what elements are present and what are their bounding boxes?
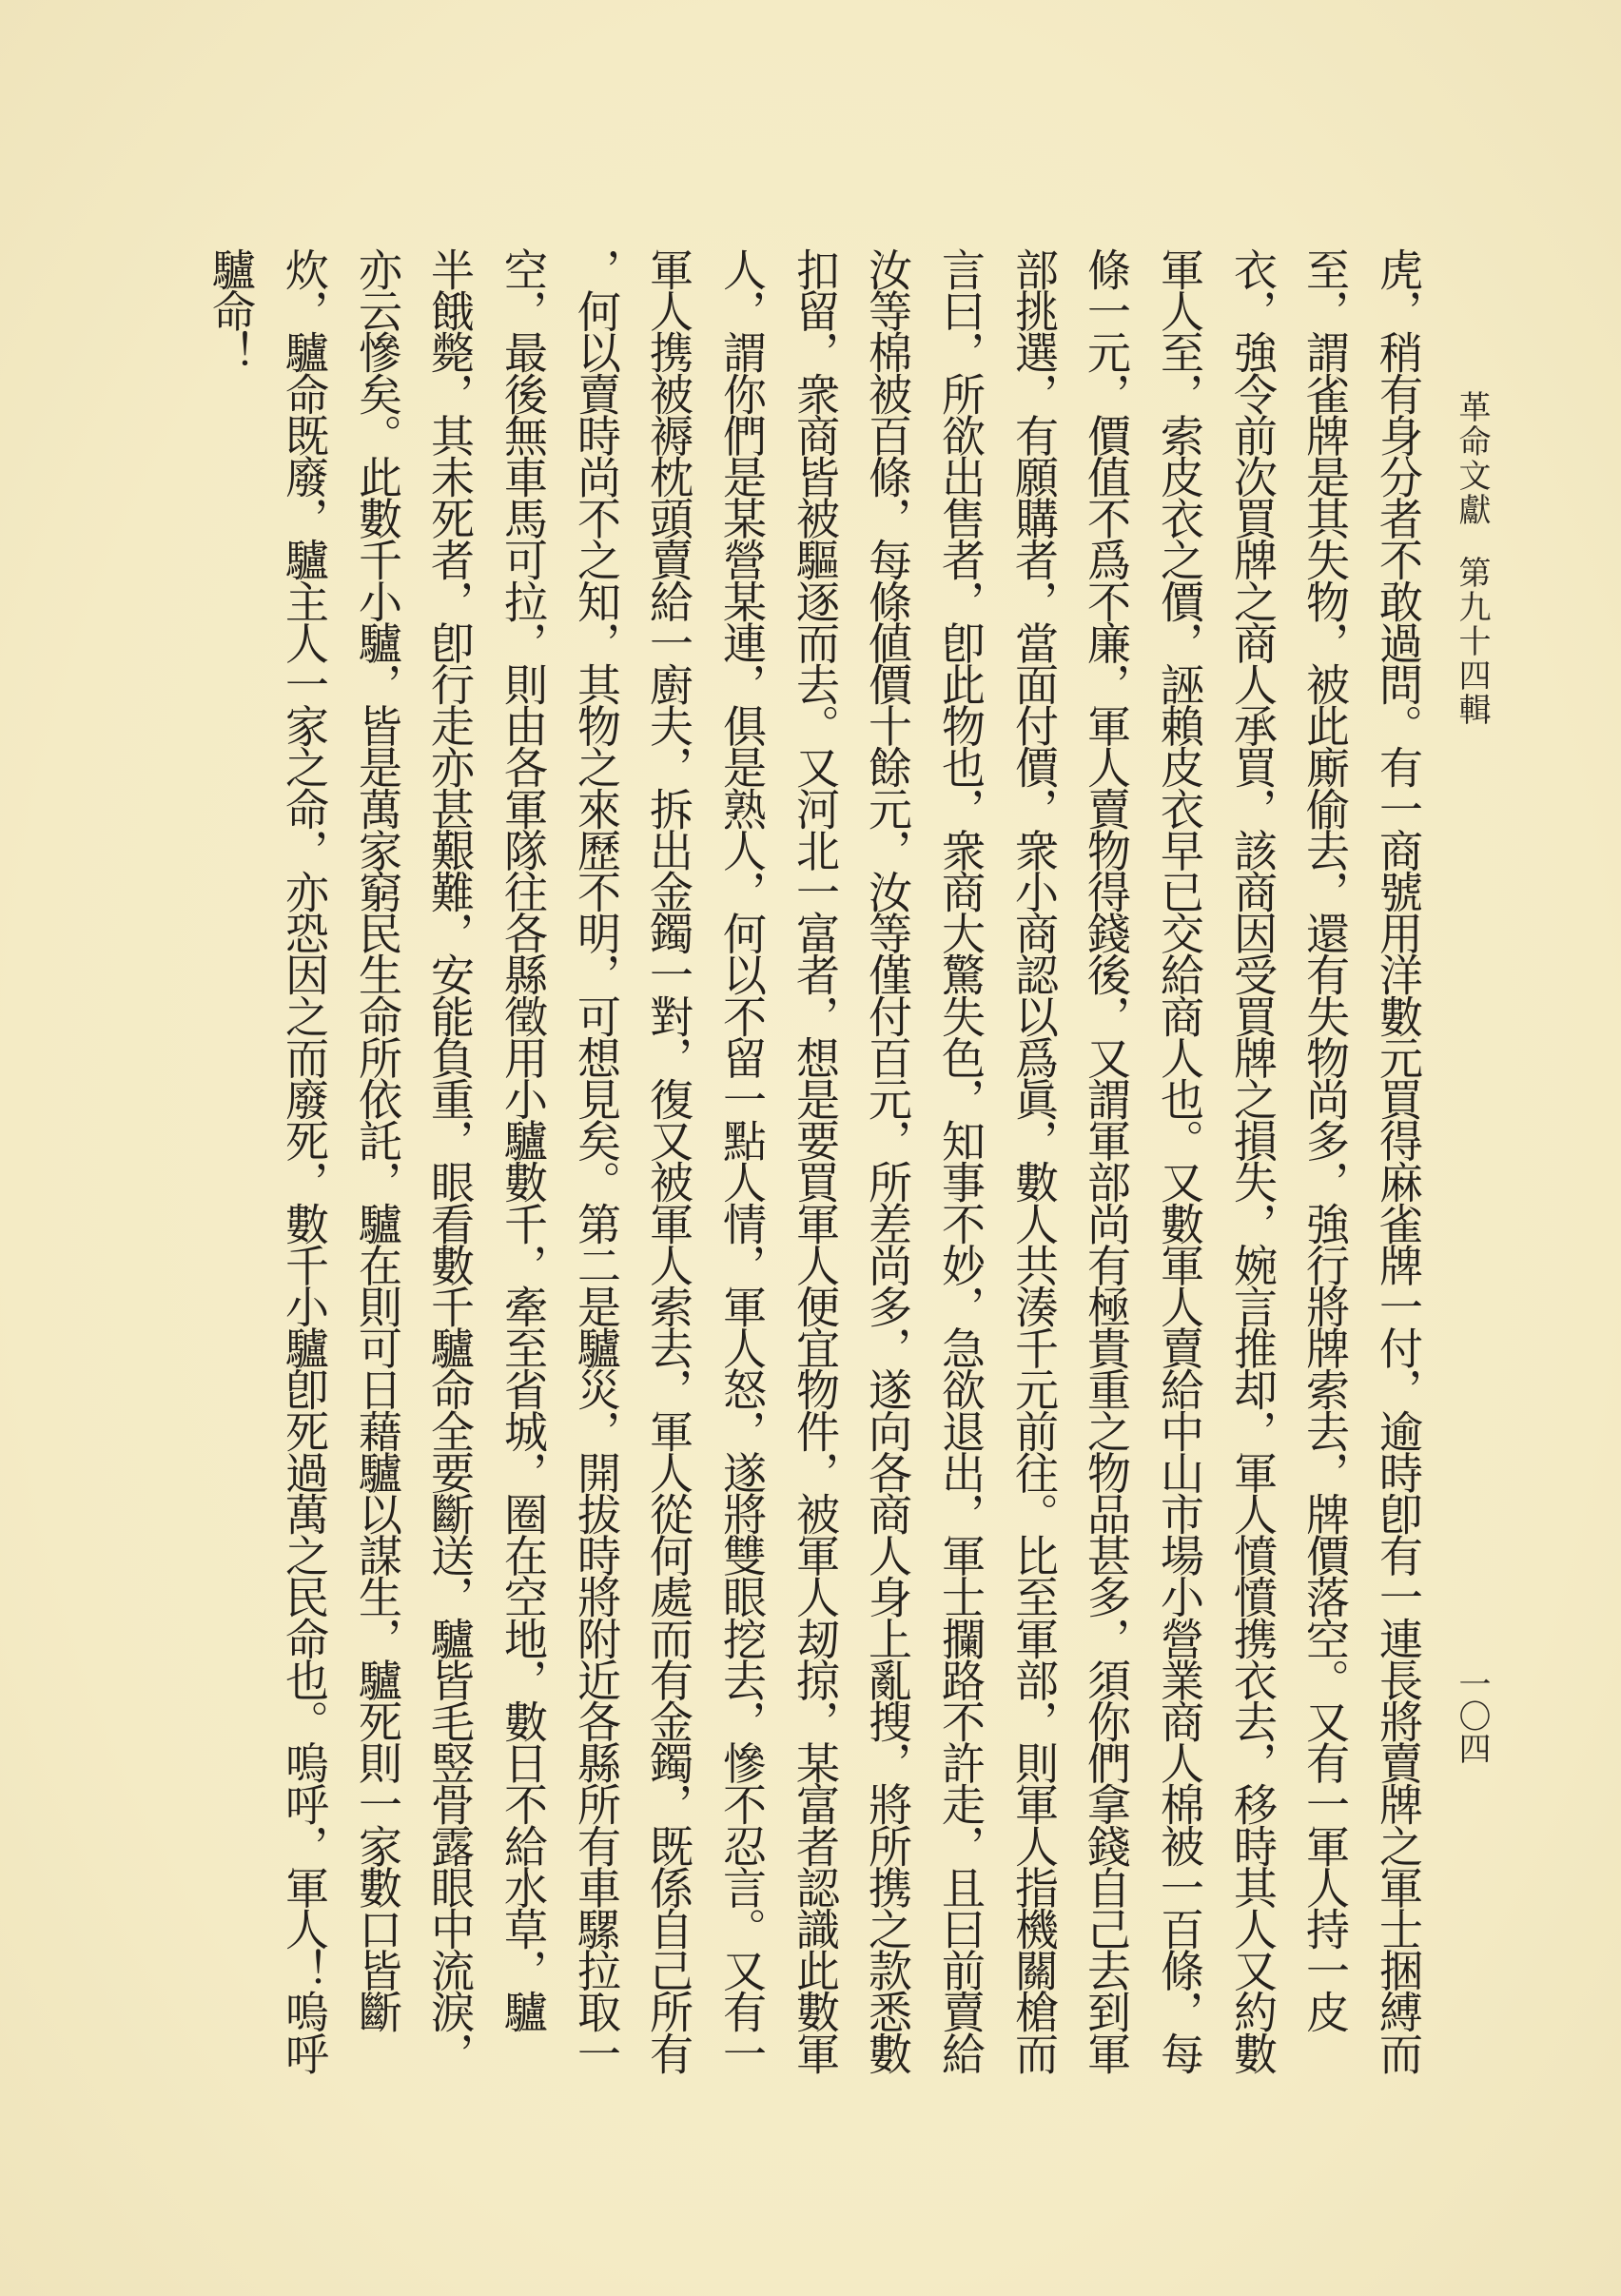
text-column-14: 半餓斃，其未死者，卽行走亦甚艱難，安能負重，眼看數千驢命全要斷送，驢皆毛竪骨露眼中流淚， (424, 247, 476, 2073)
text-column-8: 汝等棉被百條，每條値價十餘元，汝等僅付百元，所差尚多，遂向各商人身上亂搜，將所携之款悉數 (862, 247, 913, 2073)
text-column-10: 人，謂你們是某營某連，俱是熟人，何以不留一點人情，軍人怒，遂將雙眼挖去，慘不忍言。又有一 (716, 247, 768, 2073)
volume-number: 第九十四輯 (1453, 556, 1491, 727)
text-column-6: 部挑選，有願購者，當面付價，衆小商認以爲眞，數人共湊千元前往。比至軍部，則軍人指機關槍而 (1008, 247, 1060, 2073)
text-column-3: 衣，強令前次買牌之商人承買，該商因受買牌之損失，婉言推却，軍人憤憤携衣去，移時其人又約數 (1227, 247, 1279, 2073)
text-column-15: 亦云慘矣。此數千小驢，皆是萬家窮民生命所依託，驢在則可日藉驢以謀生，驢死則一家數口皆斷 (352, 247, 403, 2031)
text-column-1: 虎，稍有身分者不敢過問。有一商號用洋數元買得麻雀牌一付，逾時卽有一連長將賣牌之軍士捆縛而 (1373, 247, 1424, 2073)
text-column-2: 至，謂雀牌是其失物，被此廝偷去，還有失物尚多，強行將牌索去，牌價落空。又有一軍人持一皮 (1299, 247, 1351, 2031)
page-number: 一〇四 (1453, 1667, 1491, 1764)
text-column-7: 言曰，所欲出售者，卽此物也，衆商大驚失色，知事不妙，急欲退出，軍士攔路不許走，且曰前賣給 (935, 247, 986, 2073)
text-column-12: ，何以賣時尚不之知，其物之來歷不明，可想見矣。第二是驢災，開拔時將附近各縣所有車騾拉取一 (571, 247, 622, 2073)
text-column-5: 條一元，價值不爲不廉，軍人賣物得錢後，又謂軍部尚有極貴重之物品甚多，須你們拿錢自己去到軍 (1081, 247, 1132, 2073)
text-column-17: 驢命！ (205, 247, 257, 372)
text-column-13: 空，最後無車馬可拉，則由各軍隊往各縣徵用小驢數千，牽至省城，圈在空地，數日不給水草，驢 (498, 247, 549, 2031)
text-column-9: 扣留，衆商皆被驅逐而去。又河北一富者，想是要買軍人便宜物件，被軍人刼掠，某富者認識此數軍 (790, 247, 841, 2073)
text-column-4: 軍人至，索皮衣之價，誣賴皮衣早已交給商人也。又數軍人賣給中山市場小營業商人棉被一百條，每 (1154, 247, 1205, 2073)
text-column-16: 炊，驢命既廢，驢主人一家之命，亦恐因之而廢死，數千小驢卽死過萬之民命也。嗚呼，軍人！嗚呼 (279, 247, 330, 2073)
running-header (1453, 390, 1491, 727)
text-column-11: 軍人携被褥枕頭賣給一廚夫，拆出金鐲一對，復又被軍人索去，軍人從何處而有金鐲，既係自己所有 (643, 247, 694, 2073)
book-title: 革命文獻 (1453, 390, 1491, 527)
